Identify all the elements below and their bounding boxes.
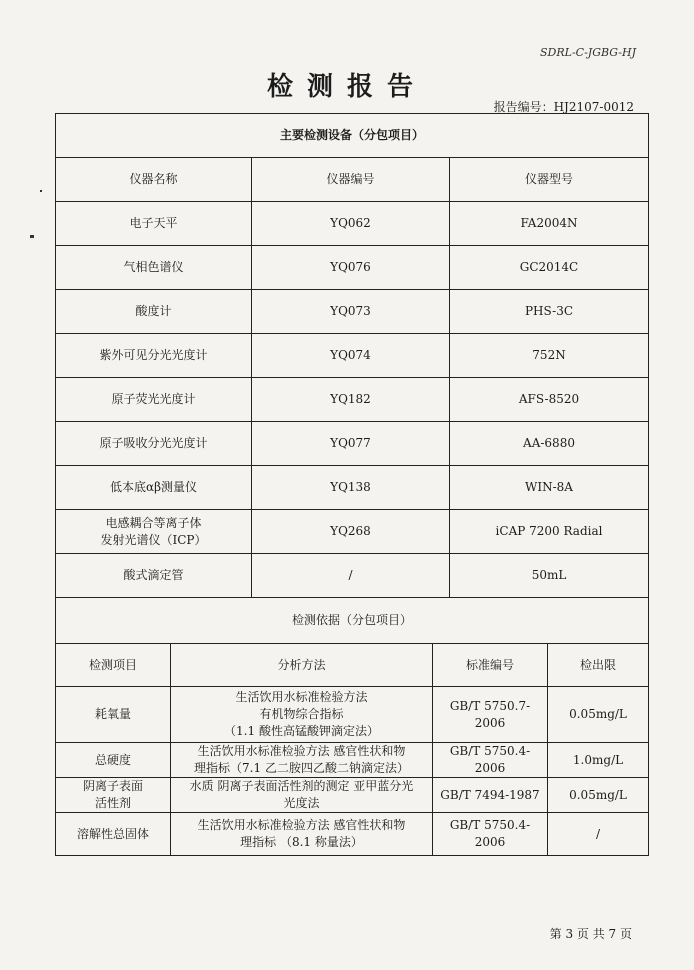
instrument-model-cell: AA-6880	[450, 422, 649, 466]
column-header: 仪器名称	[56, 158, 252, 202]
instrument-id-cell: YQ076	[252, 246, 450, 290]
table-row	[56, 202, 649, 246]
instrument-id-cell: YQ062	[252, 202, 450, 246]
column-header: 检测项目	[56, 644, 171, 687]
instrument-model-cell: FA2004N	[450, 202, 649, 246]
column-header: 分析方法	[171, 644, 433, 687]
table-row	[56, 743, 649, 778]
report-title: 检测报告	[266, 72, 427, 102]
method-cell: 生活饮用水标准检验方法 感官性状和物 理指标（7.1 乙二胺四乙酸二钠滴定法）	[171, 743, 433, 778]
instrument-model-cell: GC2014C	[450, 246, 649, 290]
table-row	[56, 378, 649, 422]
document-code: SDRL-C-JGBG-HJ	[540, 46, 636, 59]
test-item-cell: 总硬度	[56, 743, 171, 778]
instrument-name-cell: 电子天平	[56, 202, 252, 246]
instrument-name-cell: 酸度计	[56, 290, 252, 334]
equipment-section-title: 主要检测设备（分包项目）	[56, 114, 649, 158]
instrument-name-cell: 原子荧光光度计	[56, 378, 252, 422]
table-row	[56, 246, 649, 290]
instrument-model-cell: iCAP 7200 Radial	[450, 510, 649, 554]
instrument-name-cell: 酸式滴定管	[56, 554, 252, 598]
table-row	[56, 687, 649, 743]
instrument-name-cell: 电感耦合等离子体 发射光谱仪（ICP）	[56, 510, 252, 554]
detection-limit-cell: 0.05mg/L	[548, 778, 649, 813]
instrument-model-cell: PHS-3C	[450, 290, 649, 334]
instrument-id-cell: YQ182	[252, 378, 450, 422]
instrument-id-cell: YQ074	[252, 334, 450, 378]
instrument-id-cell: YQ077	[252, 422, 450, 466]
method-cell: 生活饮用水标准检验方法 有机物综合指标 （1.1 酸性高锰酸钾滴定法）	[171, 687, 433, 743]
table-row	[56, 334, 649, 378]
instrument-model-cell: 752N	[450, 334, 649, 378]
instrument-model-cell: AFS-8520	[450, 378, 649, 422]
detection-limit-cell: 1.0mg/L	[548, 743, 649, 778]
column-header: 仪器编号	[252, 158, 450, 202]
instrument-name-cell: 原子吸收分光光度计	[56, 422, 252, 466]
table-row	[56, 554, 649, 598]
instrument-id-cell: YQ073	[252, 290, 450, 334]
table-row	[56, 778, 649, 813]
detection-limit-cell: /	[548, 813, 649, 856]
instrument-model-cell: 50mL	[450, 554, 649, 598]
test-item-cell: 阴离子表面 活性剂	[56, 778, 171, 813]
standard-cell: GB/T 5750.7-2006	[433, 687, 548, 743]
report-number: 报告编号：HJ2107-0012	[493, 100, 634, 114]
equipment-table	[55, 113, 649, 598]
detection-limit-cell: 0.05mg/L	[548, 687, 649, 743]
test-item-cell: 耗氧量	[56, 687, 171, 743]
column-header: 标准编号	[433, 644, 548, 687]
column-header: 检出限	[548, 644, 649, 687]
table-header-row	[56, 158, 649, 202]
table-row	[56, 422, 649, 466]
method-section-title: 检测依据（分包项目）	[56, 598, 649, 644]
instrument-name-cell: 低本底αβ测量仪	[56, 466, 252, 510]
instrument-name-cell: 紫外可见分光光度计	[56, 334, 252, 378]
scan-speck	[30, 235, 34, 238]
instrument-id-cell: YQ268	[252, 510, 450, 554]
page-number: 第 3 页 共 7 页	[549, 927, 632, 941]
column-header: 仪器型号	[450, 158, 649, 202]
instrument-model-cell: WIN-8A	[450, 466, 649, 510]
method-cell: 水质 阴离子表面活性剂的测定 亚甲蓝分光 光度法	[171, 778, 433, 813]
standard-cell: GB/T 5750.4-2006	[433, 813, 548, 856]
standard-cell: GB/T 5750.4-2006	[433, 743, 548, 778]
table-row	[56, 466, 649, 510]
table-header-row	[56, 644, 649, 687]
standard-cell: GB/T 7494-1987	[433, 778, 548, 813]
method-cell: 生活饮用水标准检验方法 感官性状和物 理指标 （8.1 称量法）	[171, 813, 433, 856]
table-row	[56, 813, 649, 856]
instrument-name-cell: 气相色谱仪	[56, 246, 252, 290]
scan-speck	[40, 190, 42, 192]
instrument-id-cell: YQ138	[252, 466, 450, 510]
test-item-cell: 溶解性总固体	[56, 813, 171, 856]
instrument-id-cell: /	[252, 554, 450, 598]
table-row	[56, 510, 649, 554]
method-table	[55, 597, 649, 856]
table-row	[56, 290, 649, 334]
